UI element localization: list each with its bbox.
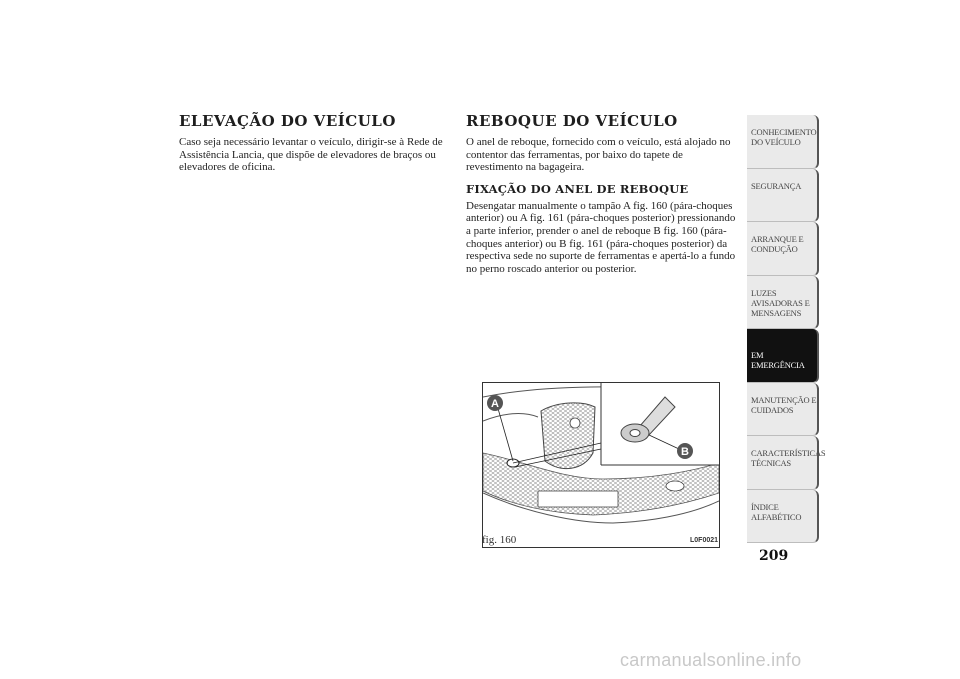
section-title-towing: REBOQUE DO VEÍCULO	[466, 112, 678, 130]
left-column	[179, 112, 451, 174]
tab-emergencia[interactable]: EM EMERGÊNCIA	[747, 329, 819, 383]
tab-seguranca[interactable]: SEGURANÇA	[747, 169, 819, 223]
callout-a	[487, 395, 503, 411]
tab-luzes[interactable]: LUZES AVISADORAS E MENSAGENS	[747, 276, 819, 330]
figure-code: L0F0021	[690, 537, 719, 544]
tab-manutencao[interactable]: MANUTENÇÃO E CUIDADOS	[747, 383, 819, 437]
chapter-sidebar	[747, 115, 826, 543]
right-column	[466, 112, 736, 275]
tab-conhecimento[interactable]: CONHECIMENTO DO VEÍCULO	[747, 115, 819, 169]
callout-b-label: B	[681, 446, 689, 458]
tab-caracteristicas[interactable]: CARACTERÍSTICAS TÉCNICAS	[747, 436, 819, 490]
tab-indice[interactable]: ÍNDICE ALFABÉTICO	[747, 490, 819, 544]
figure-front-bumper-tow-ring	[482, 382, 720, 548]
towing-intro-paragraph: O anel de reboque, fornecido com o veículo, está alojado no contentor das ferramentas, por baixo do tapete de revestimento na bagageira.	[466, 136, 731, 174]
page-number: 209	[759, 548, 789, 564]
subsection-title-tow-ring: FIXAÇÃO DO ANEL DE REBOQUE	[466, 181, 689, 196]
watermark: carmanualsonline.info	[620, 650, 802, 670]
figure-caption: fig. 160	[482, 534, 517, 546]
tab-arranque[interactable]: ARRANQUE E CONDUÇÃO	[747, 222, 819, 276]
tow-ring-paragraph: Desengatar manualmente o tampão A fig. 160 (pára-choques anterior) ou A fig. 161 (pára-choques posterior) pressionando a parte inferior, prender o anel de reboque B fig. 160 (pára-choques anterior) ou B fig. 161 (pára-choques posterior) da respectiva sede no suporte de ferramentas e apertá-lo a fundo no perno roscado anterior ou posterior.	[466, 199, 736, 275]
callout-a-label: A	[491, 398, 499, 410]
lifting-paragraph: Caso seja necessário levantar o veículo, dirigir-se à Rede de Assistência Lancia, que dispõe de elevadores de braços ou elevadores de oficina.	[179, 136, 443, 174]
callout-b	[677, 443, 693, 459]
section-title-lifting: ELEVAÇÃO DO VEÍCULO	[179, 112, 396, 130]
bumper-illustration	[483, 383, 719, 547]
